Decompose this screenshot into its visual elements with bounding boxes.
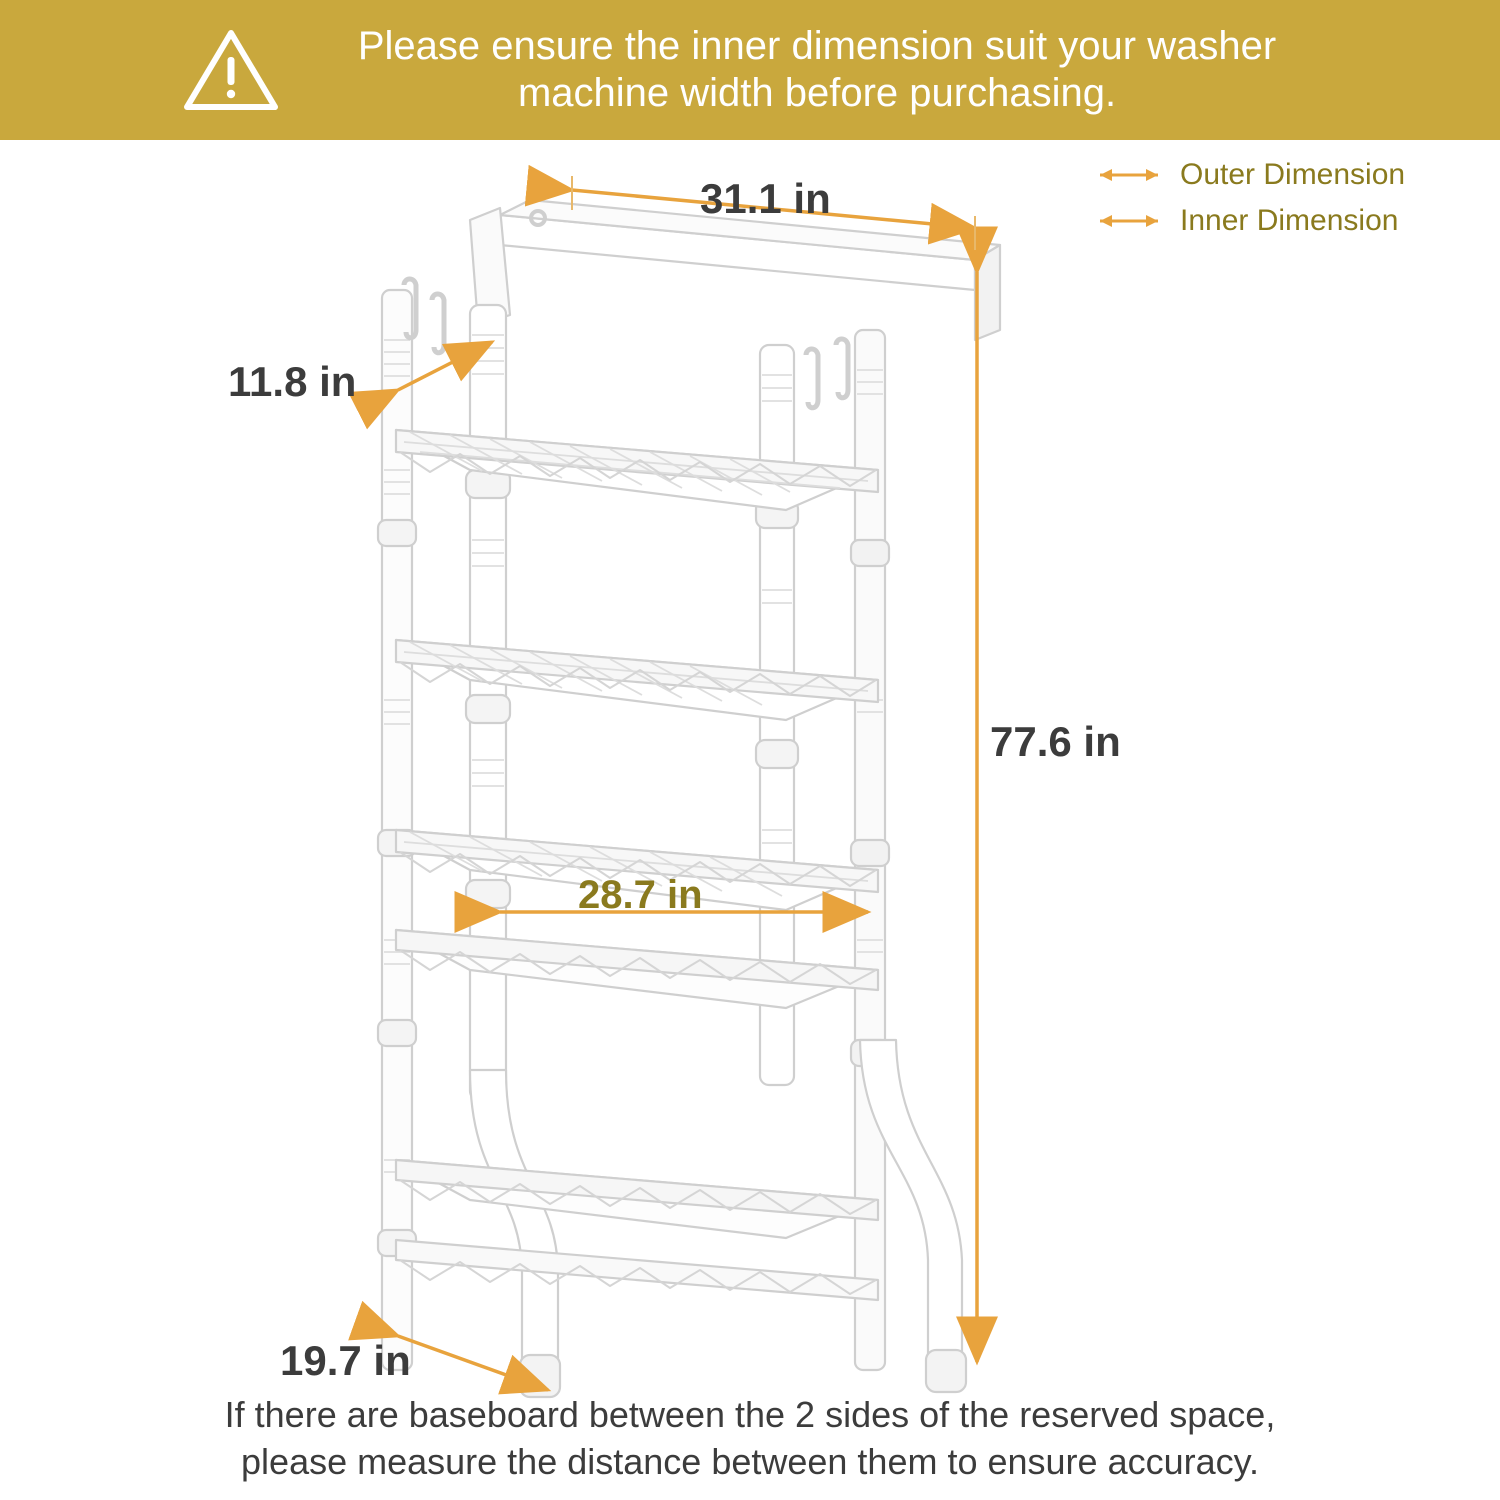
dimension-label-outer-width: 31.1 in (700, 175, 831, 222)
dimension-label-base-depth: 19.7 in (280, 1337, 411, 1384)
dimension-label-height: 77.6 in (990, 718, 1121, 765)
legend-label-outer: Outer Dimension (1180, 158, 1406, 191)
footer-note-line-1: If there are baseboard between the 2 sides of the reserved space, (224, 1394, 1276, 1435)
shelf-bottom (396, 1160, 878, 1238)
rack-illustration (0, 140, 1500, 1400)
shelf-1 (396, 430, 878, 510)
footer-note (0, 1392, 1500, 1486)
legend-label-inner: Inner Dimension (1180, 204, 1399, 237)
rack-drawing (378, 176, 1000, 1397)
warning-triangle-icon (183, 27, 279, 113)
warning-banner-text: Please ensure the inner dimension suit your washer machine width before purchasing. (357, 23, 1277, 115)
dimension-label-inner-width: 28.7 in (578, 873, 703, 917)
bottom-cross-rail (396, 1240, 878, 1300)
dimension-label-depth: 11.8 in (228, 358, 357, 405)
shelf-4 (396, 930, 878, 1008)
warning-banner (0, 0, 1500, 140)
footer-note-line-2: please measure the distance between them to ensure accuracy. (241, 1440, 1259, 1482)
hooks-right (806, 339, 848, 408)
